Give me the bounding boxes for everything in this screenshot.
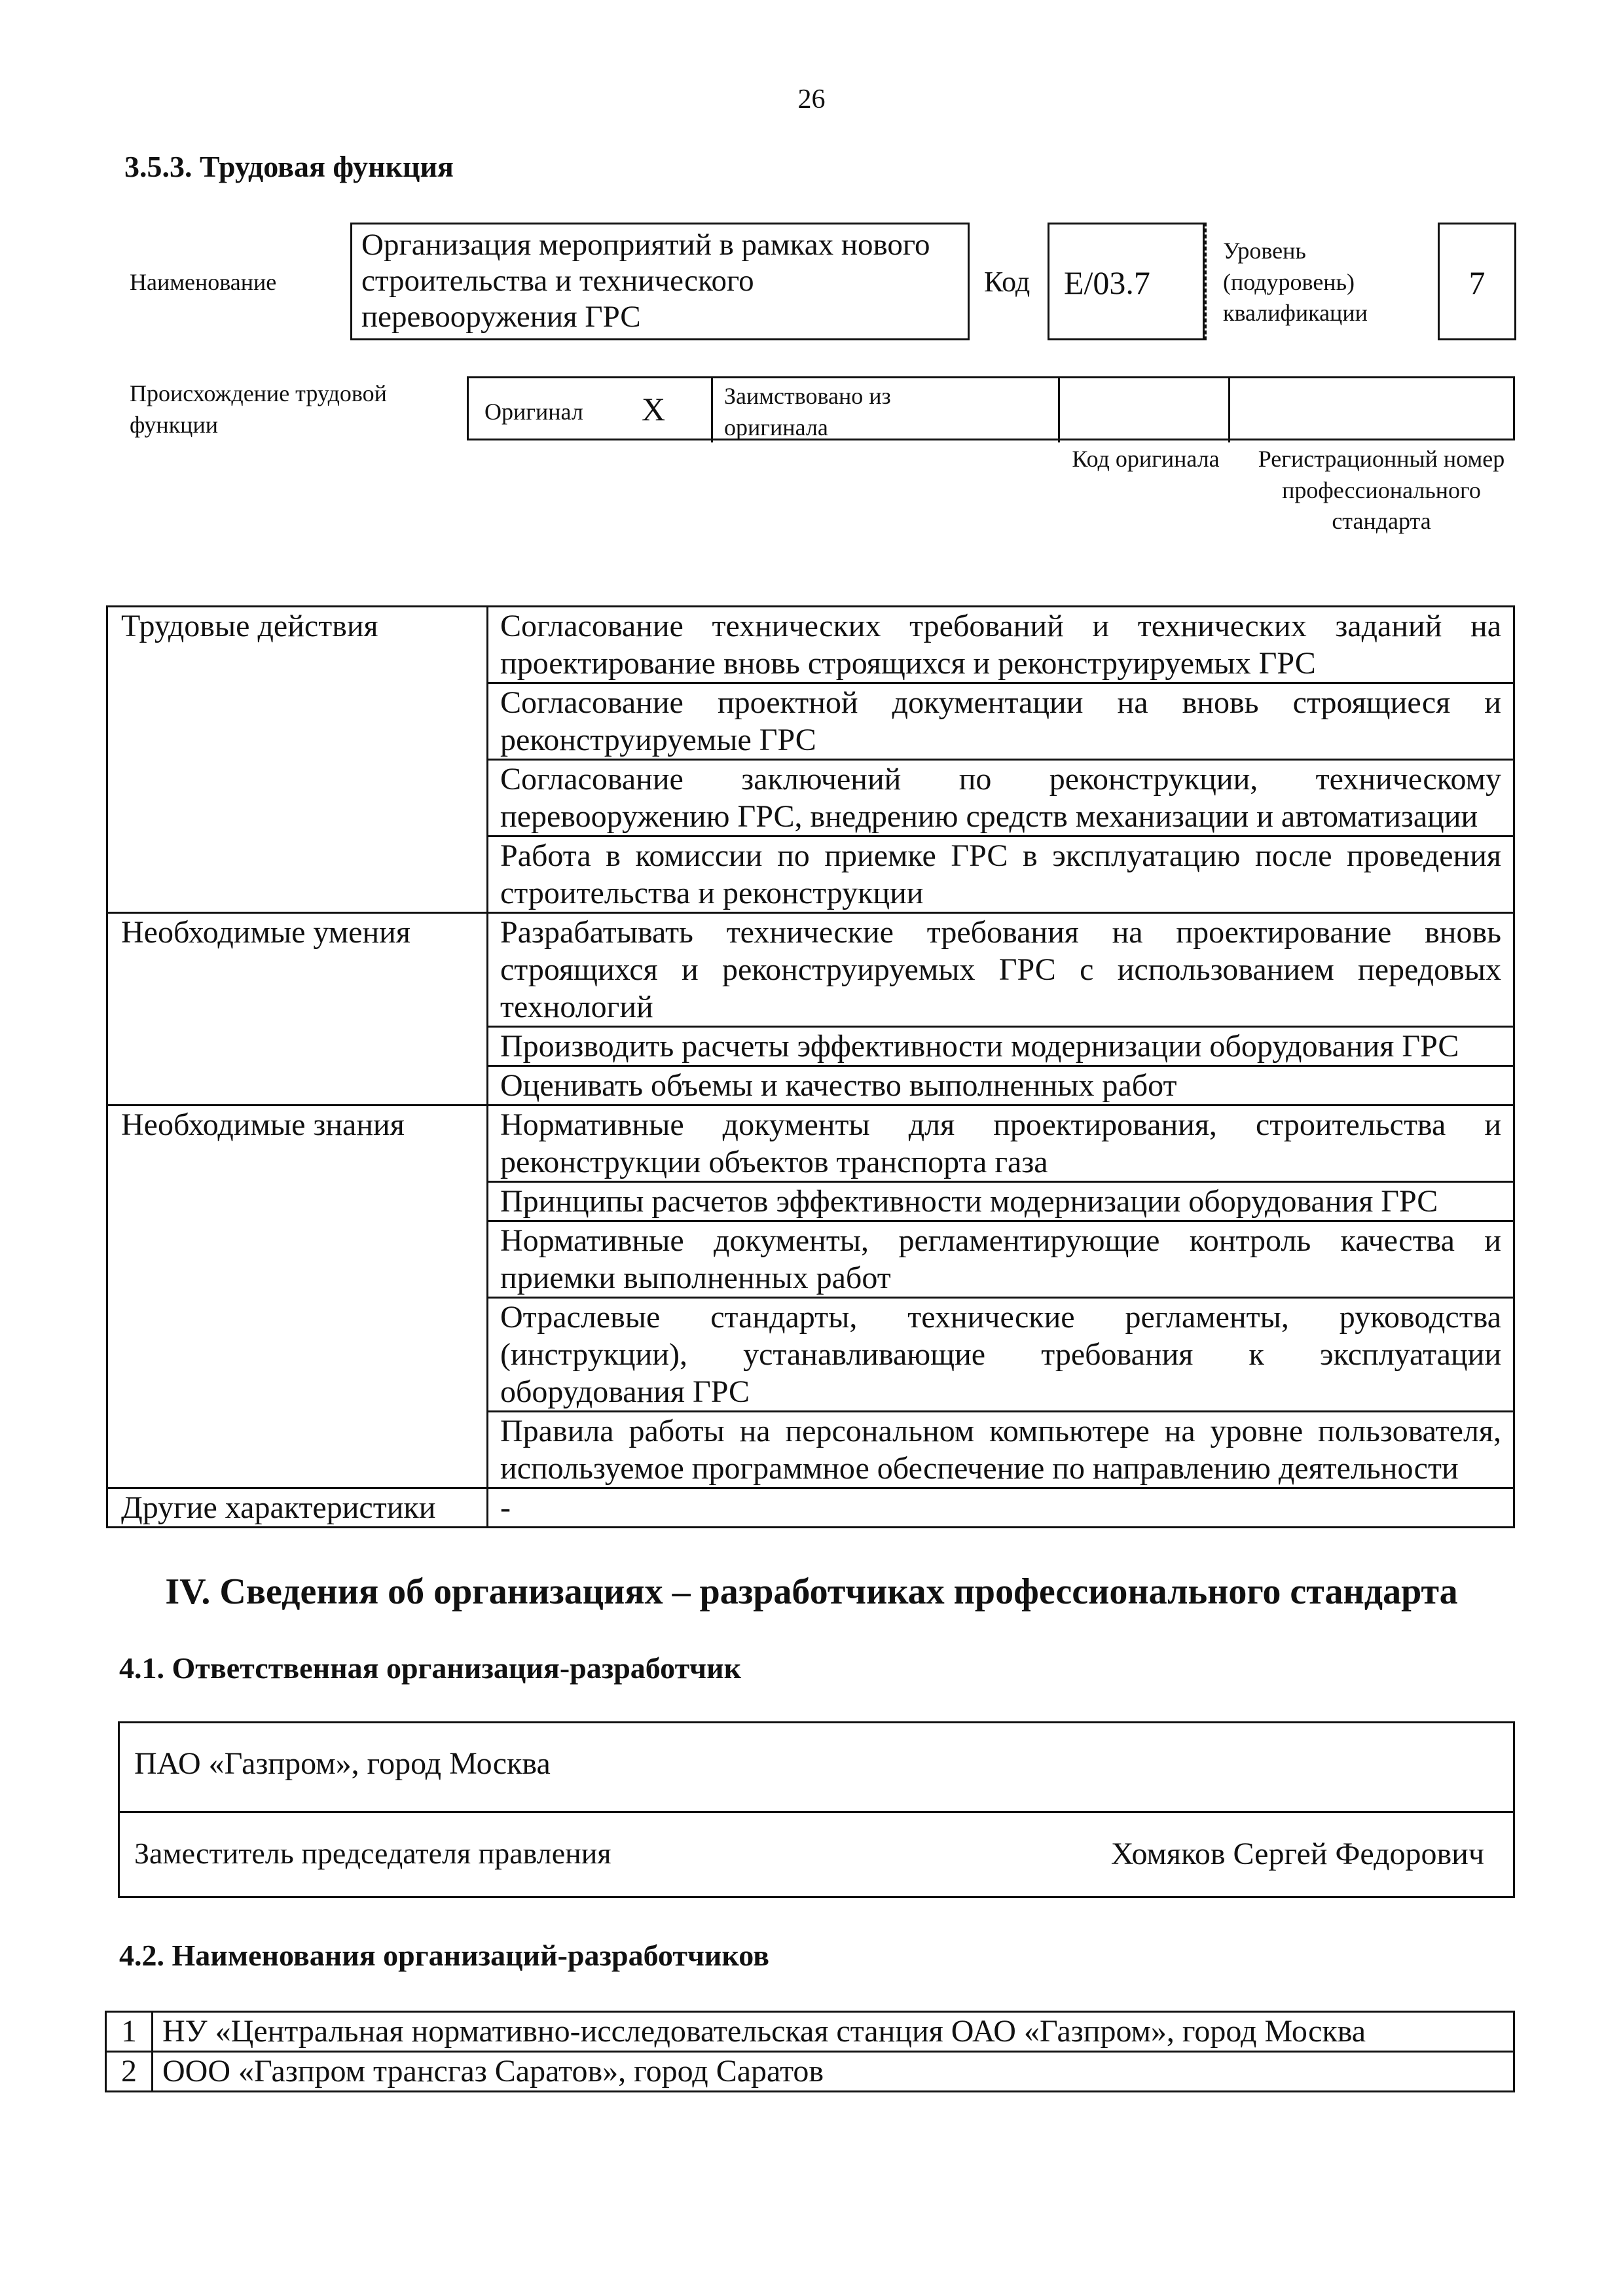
function-table-row bbox=[107, 1488, 1514, 1528]
original-label: Оригинал bbox=[484, 399, 583, 425]
row-group-label: Другие характеристики bbox=[107, 1488, 488, 1528]
function-item: Принципы расчетов эффективности модернизации оборудования ГРС bbox=[488, 1182, 1514, 1221]
page-number: 26 bbox=[797, 84, 826, 115]
level-value-box: 7 bbox=[1438, 223, 1516, 340]
labor-function-table bbox=[106, 605, 1515, 1528]
developer-name: ООО «Газпром трансгаз Саратов», город Саратов bbox=[153, 2052, 1514, 2092]
developer-name: НУ «Центральная нормативно-исследовательская станция ОАО «Газпром», город Москва bbox=[153, 2012, 1514, 2052]
developer-row bbox=[106, 2052, 1514, 2092]
organization-name: ПАО «Газпром», город Москва bbox=[134, 1746, 551, 1781]
function-item: Разрабатывать технические требования на проектирование вновь строящихся и реконструируемых ГРС с использованием передовых технологий bbox=[488, 913, 1514, 1027]
section-4-title: IV. Сведения об организациях – разработчиках профессионального стандарта bbox=[165, 1571, 1458, 1612]
function-item: Нормативные документы, регламентирующие контроль качества и приемки выполненных работ bbox=[488, 1221, 1514, 1298]
origin-label: Происхождение трудовой функции bbox=[130, 380, 387, 438]
function-item: Нормативные документы для проектирования, строительства и реконструкции объектов транспорта газа bbox=[488, 1105, 1514, 1182]
row-group-label: Трудовые действия bbox=[107, 607, 488, 913]
function-table-row bbox=[107, 607, 1514, 683]
function-item: Производить расчеты эффективности модернизации оборудования ГРС bbox=[488, 1027, 1514, 1066]
function-item: Отраслевые стандарты, технические регламенты, руководства (инструкции), устанавливающие требования к эксплуатации оборудования ГРС bbox=[488, 1298, 1514, 1412]
function-item: Оценивать объемы и качество выполненных работ bbox=[488, 1066, 1514, 1105]
responsible-organization-box bbox=[118, 1721, 1515, 1898]
name-label: Наименование bbox=[130, 269, 277, 295]
borrowed-label: Заимствовано из оригинала bbox=[724, 383, 891, 440]
section-4-1-title: 4.1. Ответственная организация-разработчик bbox=[119, 1651, 742, 1685]
function-item: Согласование проектной документации на вновь строящиеся и реконструируемые ГРС bbox=[488, 683, 1514, 760]
function-table-row bbox=[107, 1105, 1514, 1182]
level-label: Уровень (подуровень) квалификации bbox=[1223, 238, 1368, 327]
function-item: Правила работы на персональном компьютере на уровне пользователя, используемое программное обеспечение по направлению деятельности bbox=[488, 1412, 1514, 1488]
original-code-caption: Код оригинала bbox=[1072, 446, 1220, 472]
developer-number: 2 bbox=[106, 2052, 153, 2092]
origin-table bbox=[467, 376, 1515, 440]
registration-number-caption: Регистрационный номер профессионального стандарта bbox=[1258, 446, 1505, 535]
function-table-row bbox=[107, 913, 1514, 1027]
row-group-label: Необходимые умения bbox=[107, 913, 488, 1105]
function-item: Согласование заключений по реконструкции, техническому перевооружению ГРС, внедрению средств механизации и автоматизации bbox=[488, 760, 1514, 836]
section-title-3-5-3: 3.5.3. Трудовая функция bbox=[124, 150, 454, 183]
original-mark: X bbox=[642, 391, 666, 427]
function-item: Работа в комиссии по приемке ГРС в эксплуатацию после проведения строительства и реконструкции bbox=[488, 836, 1514, 913]
code-value-box: E/03.7 bbox=[1048, 223, 1205, 340]
developer-row bbox=[106, 2012, 1514, 2052]
section-4-2-title: 4.2. Наименования организаций-разработчиков bbox=[119, 1939, 769, 1972]
dashed-divider bbox=[1205, 223, 1207, 340]
developer-number: 1 bbox=[106, 2012, 153, 2052]
function-item: - bbox=[488, 1488, 1514, 1528]
developers-table bbox=[105, 2011, 1515, 2092]
function-item: Согласование технических требований и технических заданий на проектирование вновь строящихся и реконструируемых ГРС bbox=[488, 607, 1514, 683]
position-title: Заместитель председателя правления bbox=[134, 1837, 611, 1870]
row-group-label: Необходимые знания bbox=[107, 1105, 488, 1488]
function-name-box: Организация мероприятий в рамках нового строительства и технического перевооружения ГРС bbox=[350, 223, 970, 340]
person-name: Хомяков Сергей Федорович bbox=[1110, 1837, 1484, 1871]
code-label: Код bbox=[984, 266, 1030, 298]
